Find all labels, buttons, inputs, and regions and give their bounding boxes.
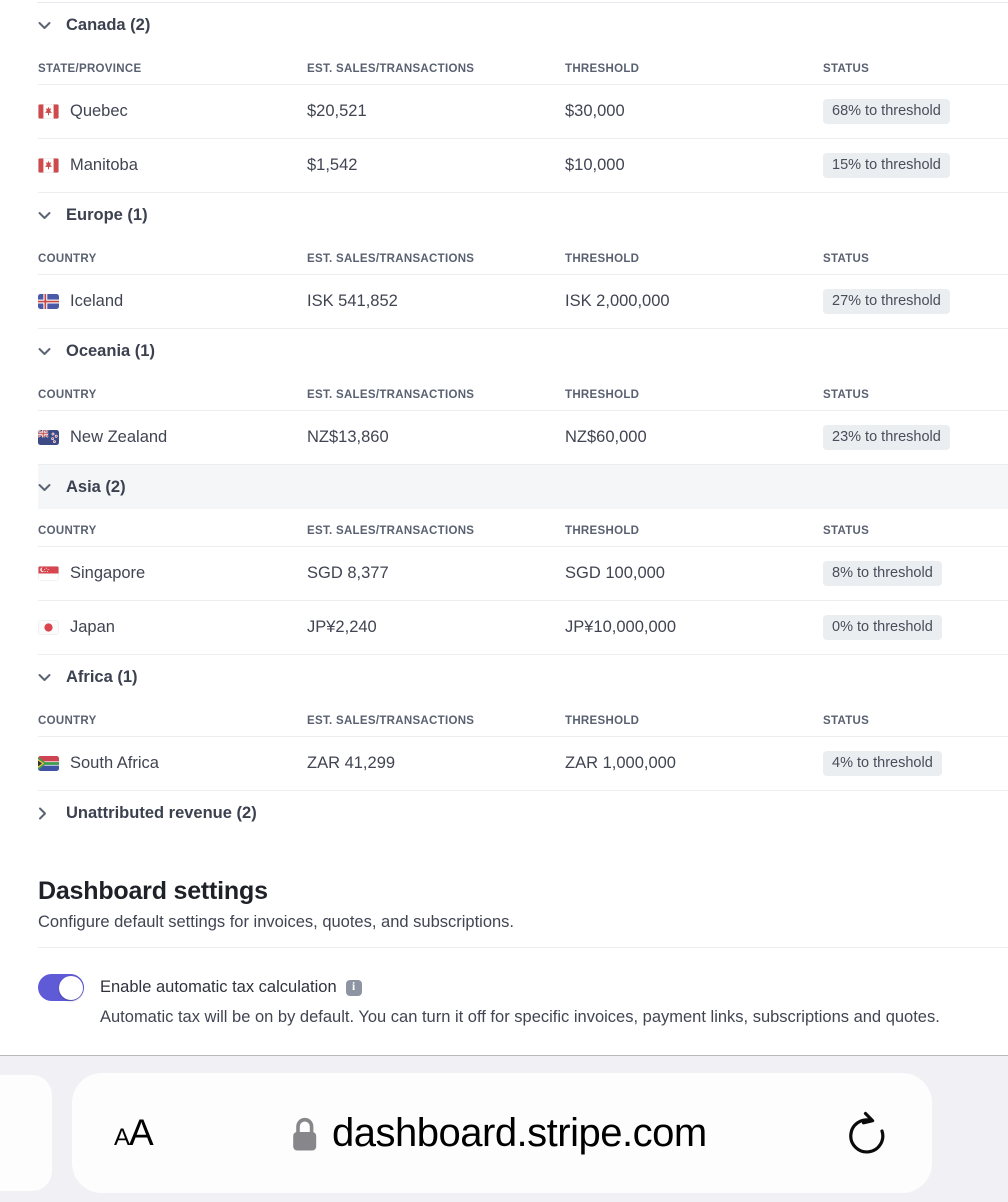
status-badge: 0% to threshold xyxy=(823,615,942,640)
toggle-label-group xyxy=(100,978,362,997)
section-unattributed-revenue[interactable] xyxy=(38,791,1008,835)
status-badge: 23% to threshold xyxy=(823,425,950,450)
info-icon[interactable]: i xyxy=(346,980,362,996)
column-header-threshold: THRESHOLD xyxy=(565,525,640,537)
section-header[interactable] xyxy=(38,655,1008,699)
url-display[interactable] xyxy=(153,1111,844,1156)
toggle-knob xyxy=(59,976,83,1000)
chevron-down-icon xyxy=(38,211,51,220)
column-header-threshold: THRESHOLD xyxy=(565,63,640,75)
text-size-small-a: A xyxy=(114,1124,130,1151)
table-rows xyxy=(0,737,1008,791)
chevron-right-icon xyxy=(38,807,51,820)
chevron-down-icon xyxy=(38,483,51,492)
column-header-status: STATUS xyxy=(823,715,870,727)
iceland-flag-icon xyxy=(38,294,59,309)
address-bar[interactable] xyxy=(72,1073,932,1193)
toggle-label: Enable automatic tax calculation xyxy=(100,978,337,996)
table-rows xyxy=(0,275,1008,329)
singapore-flag-icon xyxy=(38,566,59,581)
est-sales-value: ISK 541,852 xyxy=(307,292,398,310)
section-title: Oceania (1) xyxy=(66,341,155,360)
section-header[interactable] xyxy=(38,329,1008,373)
region-name: New Zealand xyxy=(70,428,168,446)
status-badge: 68% to threshold xyxy=(823,99,950,124)
page-title: Dashboard settings xyxy=(38,877,268,905)
southafrica-flag-icon xyxy=(38,756,59,771)
region-section xyxy=(0,3,1008,193)
dashboard-settings-section xyxy=(38,877,1008,1027)
section-title: Unattributed revenue (2) xyxy=(66,803,257,822)
canada-flag-icon xyxy=(38,158,59,173)
column-header-region: COUNTRY xyxy=(38,715,97,727)
threshold-value: SGD 100,000 xyxy=(565,564,665,582)
previous-tab-stub[interactable] xyxy=(0,1075,52,1191)
status-badge: 8% to threshold xyxy=(823,561,942,586)
column-header-threshold: THRESHOLD xyxy=(565,715,640,727)
automatic-tax-toggle[interactable] xyxy=(38,974,84,1001)
status-badge: 15% to threshold xyxy=(823,153,950,178)
tax-threshold-sections xyxy=(0,3,1008,791)
column-header-sales: EST. SALES/TRANSACTIONS xyxy=(307,715,475,727)
section-title: Africa (1) xyxy=(66,667,138,686)
section-header[interactable] xyxy=(38,3,1008,47)
stripe-tax-thresholds-page xyxy=(0,2,1008,1202)
est-sales-value: $1,542 xyxy=(307,156,358,174)
est-sales-value: ZAR 41,299 xyxy=(307,754,396,772)
region-name: South Africa xyxy=(70,754,159,772)
table-header-row xyxy=(38,699,1008,737)
region-section xyxy=(0,329,1008,465)
region-section xyxy=(0,465,1008,655)
column-header-sales: EST. SALES/TRANSACTIONS xyxy=(307,389,475,401)
column-header-region: COUNTRY xyxy=(38,525,97,537)
est-sales-value: NZ$13,860 xyxy=(307,428,389,446)
table-header-row xyxy=(38,373,1008,411)
region-name: Iceland xyxy=(70,292,124,310)
newzealand-flag-icon xyxy=(38,430,59,445)
column-header-threshold: THRESHOLD xyxy=(565,389,640,401)
region-name: Singapore xyxy=(70,564,146,582)
column-header-region: COUNTRY xyxy=(38,253,97,265)
threshold-value: $30,000 xyxy=(565,102,625,120)
threshold-value: JP¥10,000,000 xyxy=(565,618,677,636)
section-header[interactable] xyxy=(38,465,1008,509)
region-name: Manitoba xyxy=(70,156,138,174)
toggle-description: Automatic tax will be on by default. You can turn it off for specific invoices, payment links, subscriptions and quotes. xyxy=(100,1008,940,1026)
automatic-tax-toggle-row xyxy=(38,974,1008,1001)
threshold-value: $10,000 xyxy=(565,156,625,174)
column-header-sales: EST. SALES/TRANSACTIONS xyxy=(307,253,475,265)
table-rows xyxy=(0,411,1008,465)
table-header-row xyxy=(38,509,1008,547)
table-rows xyxy=(0,547,1008,655)
threshold-value: NZ$60,000 xyxy=(565,428,647,446)
threshold-value: ZAR 1,000,000 xyxy=(565,754,676,772)
column-header-threshold: THRESHOLD xyxy=(565,253,640,265)
status-badge: 27% to threshold xyxy=(823,289,950,314)
section-header[interactable] xyxy=(38,193,1008,237)
column-header-region: COUNTRY xyxy=(38,389,97,401)
column-header-region: STATE/PROVINCE xyxy=(38,63,142,75)
table-header-row xyxy=(38,47,1008,85)
chevron-down-icon xyxy=(38,21,51,30)
text-size-big-a: A xyxy=(129,1112,153,1153)
reload-icon[interactable] xyxy=(844,1109,890,1157)
section-title: Europe (1) xyxy=(66,205,148,224)
region-section xyxy=(0,193,1008,329)
est-sales-value: SGD 8,377 xyxy=(307,564,389,582)
section-title: Asia (2) xyxy=(66,477,126,496)
column-header-status: STATUS xyxy=(823,389,870,401)
table-row[interactable] xyxy=(38,85,1008,139)
est-sales-value: JP¥2,240 xyxy=(307,618,377,636)
region-section xyxy=(0,655,1008,791)
text-size-button[interactable] xyxy=(114,1112,153,1154)
table-row[interactable] xyxy=(38,547,1008,601)
column-header-status: STATUS xyxy=(823,63,870,75)
chevron-down-icon xyxy=(38,673,51,682)
safari-bottom-toolbar xyxy=(0,1055,1008,1202)
table-row[interactable] xyxy=(38,737,1008,791)
region-name: Japan xyxy=(70,618,115,636)
column-header-status: STATUS xyxy=(823,525,870,537)
column-header-sales: EST. SALES/TRANSACTIONS xyxy=(307,63,475,75)
table-row[interactable] xyxy=(38,275,1008,329)
est-sales-value: $20,521 xyxy=(307,102,367,120)
table-header-row xyxy=(38,237,1008,275)
settings-subtitle: Configure default settings for invoices, quotes, and subscriptions. xyxy=(38,913,515,931)
settings-divider xyxy=(38,947,1008,948)
region-name: Quebec xyxy=(70,102,128,120)
table-row[interactable] xyxy=(38,411,1008,465)
threshold-value: ISK 2,000,000 xyxy=(565,292,670,310)
column-header-status: STATUS xyxy=(823,253,870,265)
column-header-sales: EST. SALES/TRANSACTIONS xyxy=(307,525,475,537)
canada-flag-icon xyxy=(38,104,59,119)
status-badge: 4% to threshold xyxy=(823,751,942,776)
table-row[interactable] xyxy=(38,139,1008,193)
url-text: dashboard.stripe.com xyxy=(332,1110,707,1155)
table-rows xyxy=(0,85,1008,193)
chevron-down-icon xyxy=(38,347,51,356)
section-title: Canada (2) xyxy=(66,15,151,34)
table-row[interactable] xyxy=(38,601,1008,655)
japan-flag-icon xyxy=(38,620,59,635)
lock-icon xyxy=(290,1116,319,1153)
